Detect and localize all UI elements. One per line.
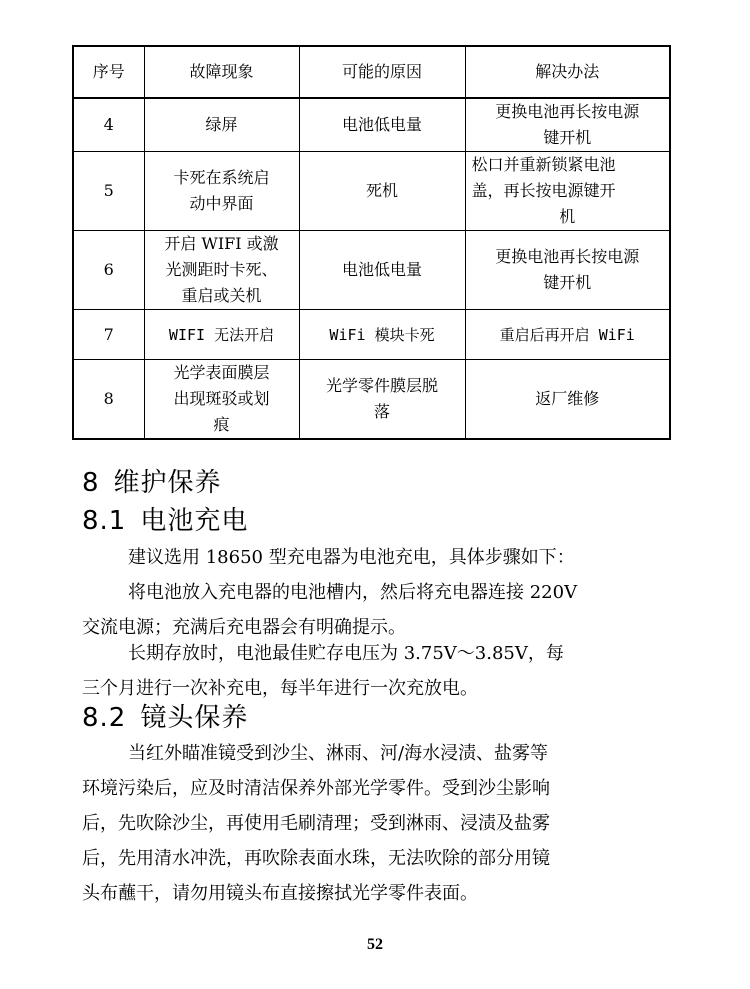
table-header-row <box>73 46 670 98</box>
cell-line: 死机 <box>365 181 398 200</box>
header-symptom: 故障现象 <box>144 46 299 98</box>
text-line: 三个月进行一次补充电，每半年进行一次充放电。 <box>82 678 478 699</box>
cell-line: 卡死在系统启 <box>173 168 270 187</box>
cell-line: 重启或关机 <box>181 286 262 305</box>
row-solution <box>465 152 670 231</box>
cell-line: 键开机 <box>543 128 592 147</box>
page-number: 52 <box>367 936 383 953</box>
section-number: 8 <box>82 468 100 498</box>
text-line: 头布蘸干，请勿用镜头布直接擦拭光学零件表面。 <box>82 883 478 904</box>
text-line: 当红外瞄准镜受到沙尘、淋雨、河/海水浸渍、盐雾等 <box>128 743 549 764</box>
cell-line: 键开机 <box>543 273 592 292</box>
cell-line: 重启后再开启 WiFi <box>499 325 635 344</box>
row-number: 5 <box>73 152 144 231</box>
cell-line: WiFi 模块卡死 <box>329 325 435 344</box>
paragraph-charging-steps <box>82 575 658 645</box>
table-row <box>73 310 670 360</box>
section-heading-8-2 <box>82 701 248 735</box>
header-cause: 可能的原因 <box>299 46 465 98</box>
text-line: 后，先吹除沙尘，再使用毛刷清理；受到淋雨、浸渍及盐雾 <box>82 813 550 834</box>
row-solution <box>465 98 670 152</box>
section-heading-8 <box>82 466 222 500</box>
cell-line: 绿屏 <box>205 115 238 134</box>
paragraph-charger-advice <box>82 540 658 575</box>
row-number: 6 <box>73 231 144 310</box>
paragraph-lens-care <box>82 736 658 911</box>
cell-line: 光学表面膜层 <box>173 363 270 382</box>
cell-line: 动中界面 <box>189 194 254 213</box>
cell-line: 光学零件膜层脱 <box>325 376 438 395</box>
row-symptom <box>144 152 299 231</box>
row-cause <box>299 310 465 360</box>
section-heading-8-1 <box>82 504 248 538</box>
cell-line: 落 <box>373 402 390 421</box>
section-title: 电池充电 <box>140 506 249 536</box>
table-row <box>73 98 670 152</box>
section-number: 8.2 <box>82 703 127 733</box>
table-row <box>73 231 670 310</box>
row-cause <box>299 360 465 440</box>
section-title: 维护保养 <box>113 468 222 498</box>
row-number: 8 <box>73 360 144 440</box>
cell-line: 痕 <box>213 415 230 434</box>
paragraph-storage <box>82 636 658 706</box>
text-line: 建议选用 18650 型充电器为电池充电，具体步骤如下： <box>128 547 575 568</box>
cell-line: 电池低电量 <box>341 115 422 134</box>
text-line: 交流电源；充满后充电器会有明确提示。 <box>82 617 406 638</box>
table-row <box>73 152 670 231</box>
text-line: 后，先用清水冲洗，再吹除表面水珠，无法吹除的部分用镜 <box>82 848 550 869</box>
row-symptom <box>144 98 299 152</box>
row-solution <box>465 310 670 360</box>
row-cause <box>299 152 465 231</box>
cell-line: 出现斑驳或划 <box>173 389 270 408</box>
row-symptom <box>144 310 299 360</box>
text-line: 将电池放入充电器的电池槽内，然后将充电器连接 220V <box>128 582 578 603</box>
cell-line: 开启 WIFI 或激 <box>164 234 279 253</box>
table-row <box>73 360 670 440</box>
fault-table <box>72 45 671 440</box>
row-symptom <box>144 231 299 310</box>
row-cause <box>299 231 465 310</box>
row-solution <box>465 360 670 440</box>
section-title: 镜头保养 <box>140 703 249 733</box>
cell-line: 机 <box>559 207 576 226</box>
header-number: 序号 <box>73 46 144 98</box>
cell-line: 更换电池再长按电源 <box>495 102 640 121</box>
cell-line: 松口并重新锁紧电池 <box>471 155 616 174</box>
row-number: 7 <box>73 310 144 360</box>
cell-line: 电池低电量 <box>341 260 422 279</box>
row-symptom <box>144 360 299 440</box>
row-cause <box>299 98 465 152</box>
cell-line: 盖，再长按电源键开 <box>471 181 616 200</box>
cell-line: WIFI 无法开启 <box>168 325 275 344</box>
cell-line: 光测距时卡死、 <box>165 260 278 279</box>
text-line: 长期存放时，电池最佳贮存电压为 3.75V～3.85V，每 <box>128 643 564 664</box>
row-number: 4 <box>73 98 144 152</box>
text-line: 环境污染后，应及时清洁保养外部光学零件。受到沙尘影响 <box>82 778 550 799</box>
section-number: 8.1 <box>82 506 127 536</box>
cell-line: 更换电池再长按电源 <box>495 247 640 266</box>
row-solution <box>465 231 670 310</box>
header-solution: 解决办法 <box>465 46 670 98</box>
cell-line: 返厂维修 <box>535 389 600 408</box>
